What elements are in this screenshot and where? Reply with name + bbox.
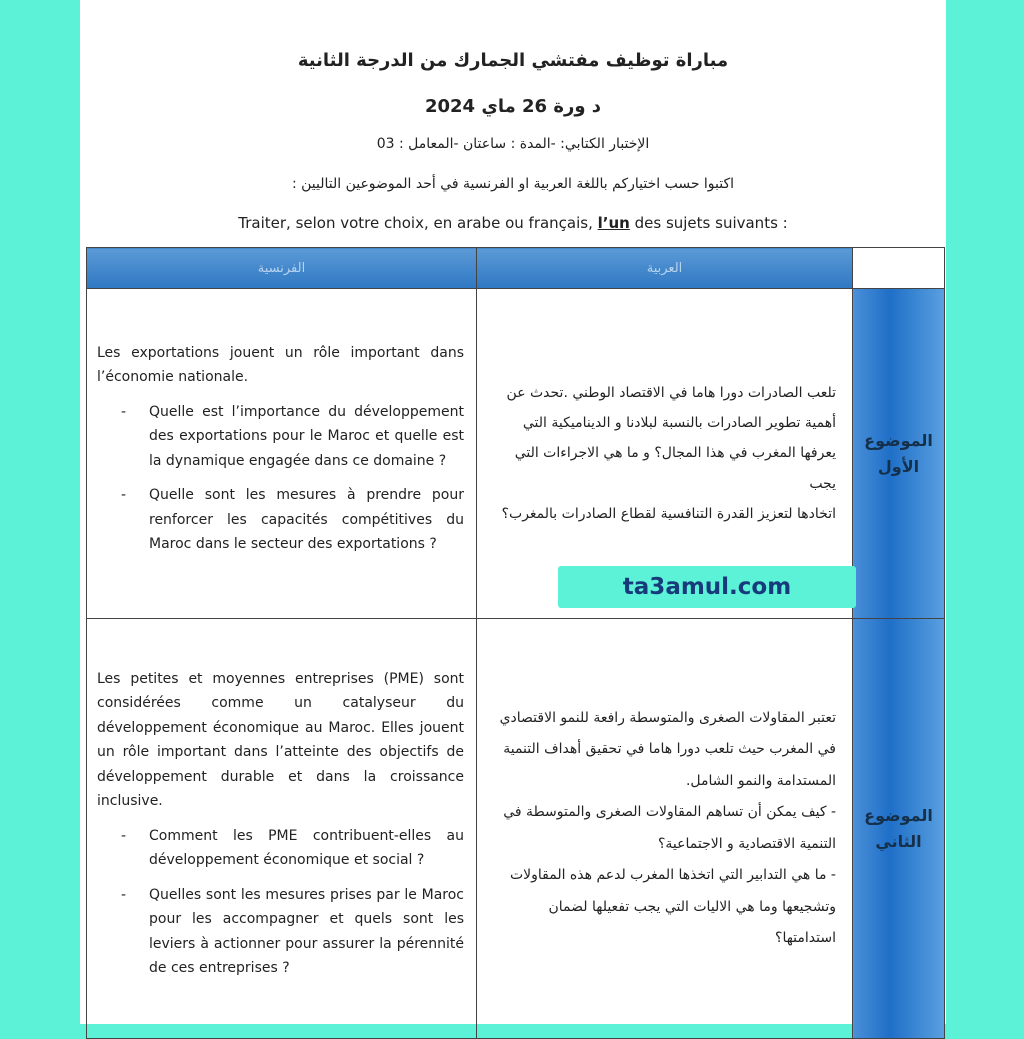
subject-2-french-questions — [97, 824, 464, 981]
list-item: - Quelles sont les mesures prises par le Maroc pour les accompagner et quels sont les leviers à actionner pour assurer la pérennité de ces entreprises ? — [149, 883, 464, 981]
column-header-empty — [853, 248, 945, 289]
exam-paper — [80, 0, 946, 1024]
subject-row-2 — [87, 619, 945, 1039]
text-line: - كيف يمكن أن تساهم المقاولات الصغرى والمتوسطة في — [503, 804, 836, 820]
subject-2-label: الموضوع الثاني — [853, 619, 945, 1039]
exam-title: مباراة توظيف مفتشي الجمارك من الدرجة الثانية — [297, 50, 729, 71]
subject-1-label: الموضوع الأول — [853, 289, 945, 619]
column-header-french: الفرنسية — [87, 248, 477, 289]
text-line: في المغرب حيث تلعب دورا هاما في تحقيق أهداف التنمية — [503, 741, 836, 757]
text-line: المستدامة والنمو الشامل. — [685, 772, 836, 789]
list-item: - Comment les PME contribuent-elles au développement économique et social ? — [149, 824, 464, 873]
text-line: وتشجيعها وما هي الاليات التي يجب تفعيلها لضمان — [548, 898, 836, 915]
exam-session: د ورة 26 ماي 2024 — [424, 96, 602, 117]
list-item: - Quelle sont les mesures à prendre pour renforcer les capacités compétitives du Maroc dans le secteur des exportations ? — [149, 483, 464, 557]
instruction-french: Traiter, selon votre choix, en arabe ou français, l’un des sujets suivants : — [238, 214, 788, 232]
instruction-arabic: اكتبوا حسب اختياركم باللغة العربية او الفرنسية في أحد الموضوعين التاليين : — [291, 176, 735, 192]
text-line: تعتبر المقاولات الصغرى والمتوسطة رافعة للنمو الاقتصادي — [499, 709, 836, 726]
text-line: استدامتها؟ — [775, 930, 836, 946]
subject-2-french-intro: Les petites et moyennes entreprises (PME) sont considérées comme un catalyseur du développement économique au Maroc. Elles jouent un rôle important dans l’atteinte des objectifs de développement durable et dans la croissance inclusive. — [97, 670, 464, 809]
instruction-emphasis: l’un — [597, 214, 630, 232]
text-line: يعرفها المغرب في هذا المجال؟ و ما هي الاجراءات التي يجب — [514, 445, 836, 492]
text-line: أهمية تطوير الصادرات بالنسبة لبلادنا و الديناميكية التي — [522, 415, 836, 432]
list-item: - Quelle est l’importance du développement des exportations pour le Maroc et quelle est la dynamique engagée dans ce domaine ? — [149, 400, 464, 474]
subjects-table — [86, 247, 945, 1039]
text-line: اتخادها لتعزيز القدرة التنافسية لقطاع الصادرات بالمغرب؟ — [501, 505, 836, 522]
subject-2-arabic — [477, 619, 853, 1039]
subject-1-french — [87, 289, 477, 619]
watermark: ta3amul.com — [558, 566, 856, 608]
text-line: - ما هي التدابير التي اتخذها المغرب لدعم هذه المقاولات — [509, 867, 836, 883]
text-line: التنمية الاقتصادية و الاجتماعية؟ — [657, 835, 836, 852]
exam-info: الإختبار الكتابي: -المدة : ساعتان -المعامل : 03 — [376, 136, 650, 152]
subject-2-french — [87, 619, 477, 1039]
subject-1-french-intro: Les exportations jouent un rôle important dans l’économie nationale. — [97, 344, 464, 385]
column-header-arabic: العربية — [477, 248, 853, 289]
table-header-row — [87, 248, 945, 289]
text-line: تلعب الصادرات دورا هاما في الاقتصاد الوطني .تحدث عن — [506, 385, 836, 402]
subject-1-french-questions — [97, 400, 464, 557]
